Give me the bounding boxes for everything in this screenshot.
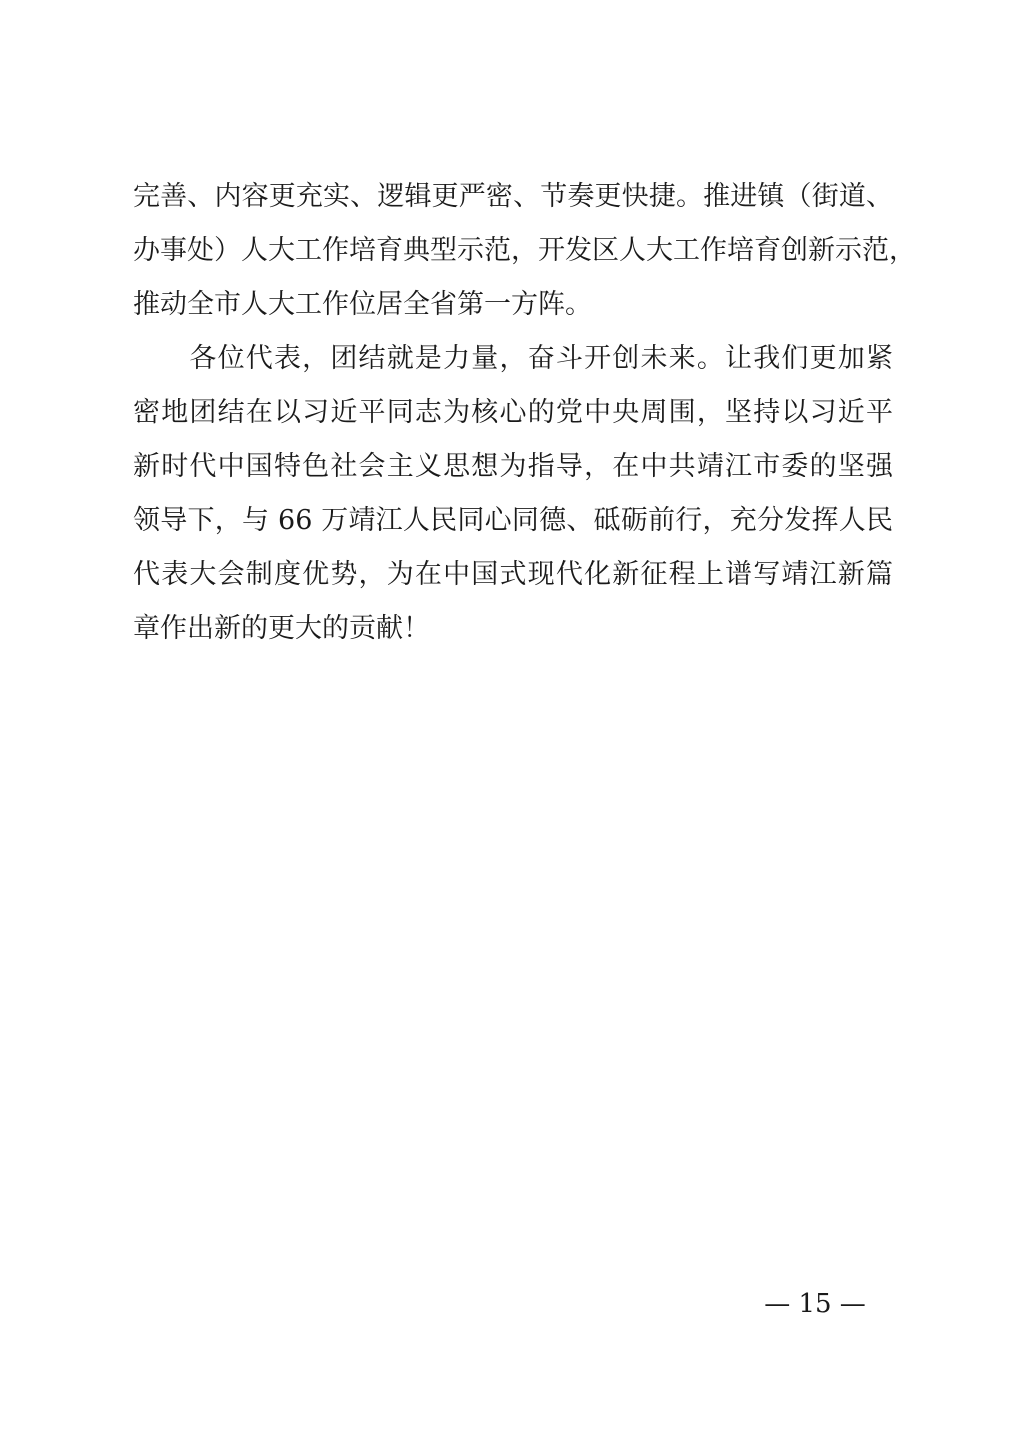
text-line: 各位代表，团结就是力量，奋斗开创未来。让我们更加紧 — [133, 343, 893, 374]
paragraph-1 — [133, 170, 916, 332]
paragraph-2 — [133, 332, 893, 656]
text-line: 完善、内容更充实、逻辑更严密、节奏更快捷。推进镇（街道、 — [133, 181, 893, 212]
text-line: 办事处）人大工作培育典型示范，开发区人大工作培育创新示范， — [133, 235, 916, 266]
text-line: 代表大会制度优势，为在中国式现代化新征程上谱写靖江新篇 — [133, 559, 893, 590]
text-line: 领导下，与 66 万靖江人民同心同德、砥砺前行，充分发挥人民 — [133, 505, 893, 536]
text-line: 密地团结在以习近平同志为核心的党中央周围，坚持以习近平 — [133, 397, 893, 428]
page-number: — 15 — — [764, 1289, 866, 1319]
text-line: 章作出新的更大的贡献！ — [133, 613, 430, 644]
body-text — [133, 170, 916, 656]
text-line: 推动全市人大工作位居全省第一方阵。 — [133, 289, 592, 320]
text-line: 新时代中国特色社会主义思想为指导，在中共靖江市委的坚强 — [133, 451, 893, 482]
